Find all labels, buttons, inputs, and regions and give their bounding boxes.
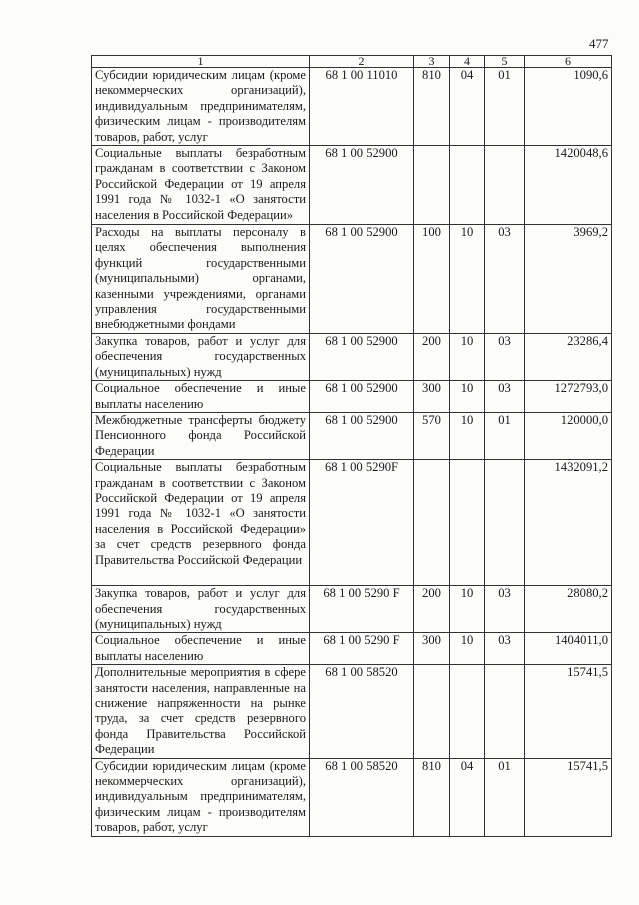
- subsection-code: 03: [485, 333, 525, 380]
- item-name: Дополнительные мероприятия в сфере занятости населения, направленные на снижение напряженности на рынке труда, за счет средств резервного фонда Правительства Российской Федерации: [92, 665, 310, 758]
- page-number: 477: [589, 36, 609, 51]
- amount: 1404011,0: [525, 633, 612, 665]
- item-name: Расходы на выплаты персоналу в целях обеспечения выполнения функций государственными (муниципальными) органами, казенными учреждениями, органами управления государственными внебюджетными фондами: [92, 225, 310, 334]
- expense-type-code: 810: [414, 68, 450, 146]
- table-row: [92, 146, 612, 225]
- header-cell: 2: [310, 56, 414, 68]
- header-cell: 1: [92, 56, 310, 68]
- target-article-code: 68 1 00 52900: [310, 412, 414, 459]
- table-row: [92, 758, 612, 836]
- header-cell: 3: [414, 56, 450, 68]
- item-name: Субсидии юридическим лицам (кроме некоммерческих организаций), индивидуальным предпринимателям, физическим лицам - производителям товаров, работ, услуг: [92, 758, 310, 836]
- expense-type-code: [414, 460, 450, 586]
- table-row: [92, 586, 612, 633]
- table-header-row: [92, 56, 612, 68]
- table-row: [92, 225, 612, 334]
- section-code: 04: [450, 68, 485, 146]
- section-code: 04: [450, 758, 485, 836]
- target-article-code: 68 1 00 52900: [310, 381, 414, 413]
- item-name: Межбюджетные трансферты бюджету Пенсионного фонда Российской Федерации: [92, 412, 310, 459]
- expense-type-code: [414, 146, 450, 225]
- target-article-code: 68 1 00 58520: [310, 758, 414, 836]
- subsection-code: 01: [485, 68, 525, 146]
- amount: 1420048,6: [525, 146, 612, 225]
- subsection-code: [485, 460, 525, 586]
- item-name: Закупка товаров, работ и услуг для обеспечения государственных (муниципальных) нужд: [92, 333, 310, 380]
- amount: 1090,6: [525, 68, 612, 146]
- subsection-code: 01: [485, 412, 525, 459]
- table-row: [92, 412, 612, 459]
- section-code: 10: [450, 381, 485, 413]
- target-article-code: 68 1 00 52900: [310, 146, 414, 225]
- expense-type-code: 300: [414, 381, 450, 413]
- table-row: [92, 665, 612, 758]
- amount: 28080,2: [525, 586, 612, 633]
- target-article-code: 68 1 00 5290 F: [310, 633, 414, 665]
- amount: 15741,5: [525, 758, 612, 836]
- expense-type-code: [414, 665, 450, 758]
- section-code: 10: [450, 333, 485, 380]
- subsection-code: [485, 665, 525, 758]
- subsection-code: [485, 146, 525, 225]
- target-article-code: 68 1 00 52900: [310, 333, 414, 380]
- subsection-code: 03: [485, 225, 525, 334]
- section-code: [450, 146, 485, 225]
- target-article-code: 68 1 00 5290F: [310, 460, 414, 586]
- amount: 23286,4: [525, 333, 612, 380]
- item-name: Социальное обеспечение и иные выплаты населению: [92, 381, 310, 413]
- expense-type-code: 810: [414, 758, 450, 836]
- expense-type-code: 100: [414, 225, 450, 334]
- expense-type-code: 200: [414, 333, 450, 380]
- table-row: [92, 633, 612, 665]
- target-article-code: 68 1 00 5290 F: [310, 586, 414, 633]
- section-code: 10: [450, 412, 485, 459]
- amount: 15741,5: [525, 665, 612, 758]
- item-name: Субсидии юридическим лицам (кроме некоммерческих организаций), индивидуальным предпринимателям, физическим лицам - производителям товаров, работ, услуг: [92, 68, 310, 146]
- section-code: [450, 460, 485, 586]
- header-cell: 6: [525, 56, 612, 68]
- table-row: [92, 460, 612, 586]
- header-cell: 4: [450, 56, 485, 68]
- table-row: [92, 68, 612, 146]
- item-name: Социальные выплаты безработным гражданам в соответствии с Законом Российской Федерации от 19 апреля 1991 года № 1032-1 «О занятости населения в Российской Федерации»: [92, 146, 310, 225]
- amount: 1272793,0: [525, 381, 612, 413]
- section-code: 10: [450, 586, 485, 633]
- subsection-code: 03: [485, 586, 525, 633]
- subsection-code: 03: [485, 381, 525, 413]
- table-row: [92, 333, 612, 380]
- item-name: Социальное обеспечение и иные выплаты населению: [92, 633, 310, 665]
- amount: 1432091,2: [525, 460, 612, 586]
- section-code: 10: [450, 633, 485, 665]
- header-cell: 5: [485, 56, 525, 68]
- table-row: [92, 381, 612, 413]
- section-code: 10: [450, 225, 485, 334]
- item-name: Закупка товаров, работ и услуг для обеспечения государственных (муниципальных) нужд: [92, 586, 310, 633]
- item-name: Социальные выплаты безработным гражданам в соответствии с Законом Российской Федерации от 19 апреля 1991 года № 1032-1 «О занятости населения в Российской Федерации» за счет средств резервного фонда Правительства Российской Федерации: [92, 460, 310, 586]
- amount: 120000,0: [525, 412, 612, 459]
- target-article-code: 68 1 00 11010: [310, 68, 414, 146]
- expense-type-code: 570: [414, 412, 450, 459]
- target-article-code: 68 1 00 58520: [310, 665, 414, 758]
- section-code: [450, 665, 485, 758]
- expense-type-code: 200: [414, 586, 450, 633]
- budget-table: [91, 55, 612, 837]
- subsection-code: 01: [485, 758, 525, 836]
- target-article-code: 68 1 00 52900: [310, 225, 414, 334]
- subsection-code: 03: [485, 633, 525, 665]
- amount: 3969,2: [525, 225, 612, 334]
- expense-type-code: 300: [414, 633, 450, 665]
